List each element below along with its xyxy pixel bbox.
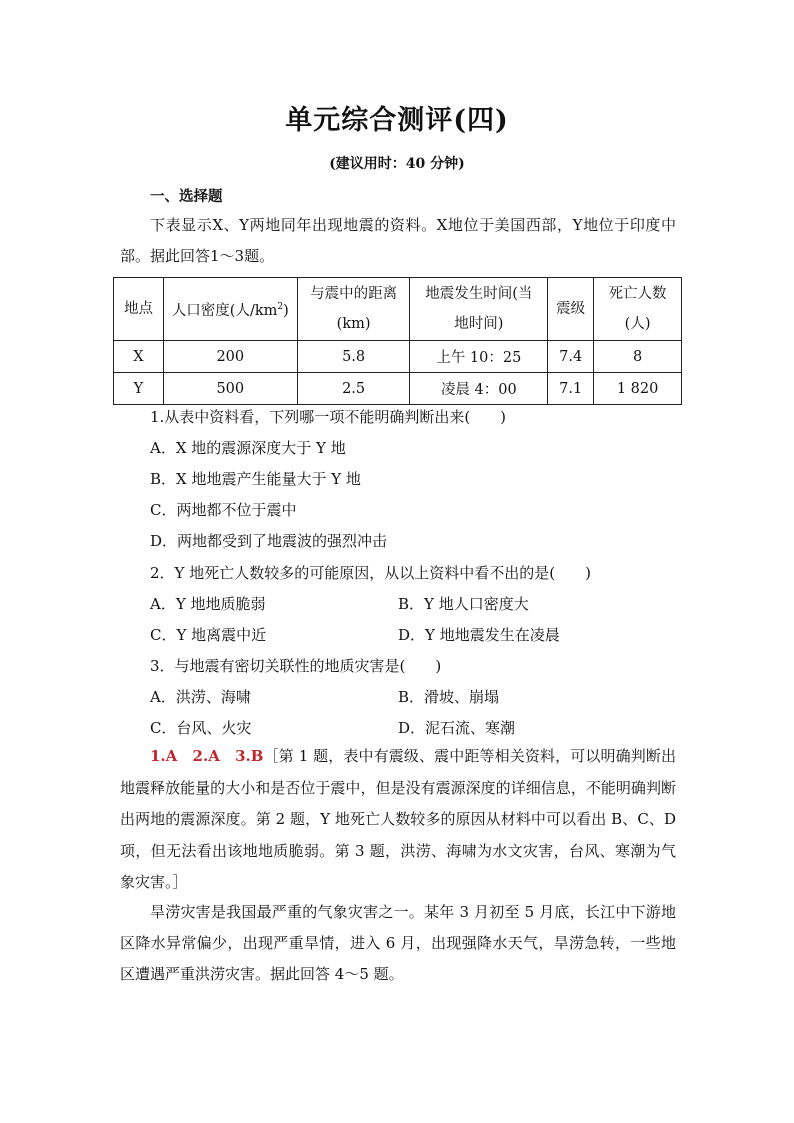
- cell-density: 200: [163, 341, 297, 373]
- header-deaths: 死亡人数 (人): [594, 278, 682, 341]
- header-magnitude: 震级: [548, 278, 594, 341]
- cell-distance: 2.5: [297, 373, 410, 405]
- header-place: 地点: [114, 278, 164, 341]
- cell-deaths: 1 820: [594, 373, 682, 405]
- question-1-stem: 1.从表中资料看，下列哪一项不能明确判断出来( ): [150, 408, 507, 426]
- table-row: [114, 373, 682, 405]
- q2-option-c: C．Y 地离震中近: [150, 626, 267, 644]
- header-density: 人口密度(人$/km^2$): [163, 278, 297, 341]
- cell-distance: 5.8: [297, 341, 410, 373]
- answer-text: ［第 1 题，表中有震级、震中距等相关资料，可以明确判断出地震释放能量的大小和是否位于震中，但是没有震源深度的详细信息，不能明确判断出两地的震源深度。第 2 题，Y 地死亡人数较多的原因从材料中可以看出 B、C、D 项，但无法看出该地地质脆弱。第 3 题，洪涝、海啸为水文灾害，台风、寒潮为气象灾害。］: [120, 747, 676, 891]
- cell-time: 上午 10：25: [410, 341, 548, 373]
- cell-magnitude: 7.4: [548, 341, 594, 373]
- header-time: 地震发生时间(当 地时间): [410, 278, 548, 341]
- next-intro-paragraph: 旱涝灾害是我国最严重的气象灾害之一。某年 3 月初至 5 月底，长江中下游地区降水异常偏少，出现严重旱情，进入 6 月，出现强降水天气，旱涝急转，一些地区遭遇严重洪涝灾害。据此回答 4～5 题。: [120, 903, 676, 983]
- page-title: 单元综合测评(四): [285, 105, 509, 136]
- q2-option-b: B．Y 地人口密度大: [398, 595, 529, 613]
- q3-option-b: B．滑坡、崩塌: [398, 688, 500, 706]
- table-header-row: [114, 278, 682, 341]
- q2-option-a: A．Y 地地质脆弱: [150, 595, 266, 613]
- q1-option-b: B．X 地地震产生能量大于 Y 地: [150, 470, 361, 488]
- q1-option-c: C．两地都不位于震中: [150, 501, 297, 519]
- suggested-time: (建议用时：40 分钟): [329, 156, 465, 172]
- header-distance: 与震中的距离 (km): [297, 278, 410, 341]
- q1-option-a: A．X 地的震源深度大于 Y 地: [150, 439, 346, 457]
- cell-place: Y: [114, 373, 164, 405]
- q3-option-d: D．泥石流、寒潮: [398, 719, 516, 737]
- q1-option-d: D．两地都受到了地震波的强烈冲击: [150, 532, 388, 550]
- q3-option-a: A．洪涝、海啸: [150, 688, 251, 706]
- cell-deaths: 8: [594, 341, 682, 373]
- cell-time: 凌晨 4：00: [410, 373, 548, 405]
- cell-density: 500: [163, 373, 297, 405]
- answer-explanation: [120, 741, 676, 899]
- intro-paragraph: 下表显示X、Y两地同年出现地震的资料。X地位于美国西部，Y地位于印度中部。据此回答1～3题。: [120, 216, 676, 265]
- question-2-stem: 2．Y 地死亡人数较多的可能原因，从以上资料中看不出的是( ): [150, 564, 591, 582]
- section-heading: 一、选择题: [150, 188, 223, 205]
- answer-keys: 1.A 2.A 3.B: [150, 747, 264, 765]
- q3-option-c: C．台风、火灾: [150, 719, 252, 737]
- question-3-stem: 3．与地震有密切关联性的地质灾害是( ): [150, 657, 442, 675]
- table-row: [114, 341, 682, 373]
- q2-option-d: D．Y 地地震发生在凌晨: [398, 626, 560, 644]
- cell-place: X: [114, 341, 164, 373]
- earthquake-table: [113, 277, 682, 405]
- cell-magnitude: 7.1: [548, 373, 594, 405]
